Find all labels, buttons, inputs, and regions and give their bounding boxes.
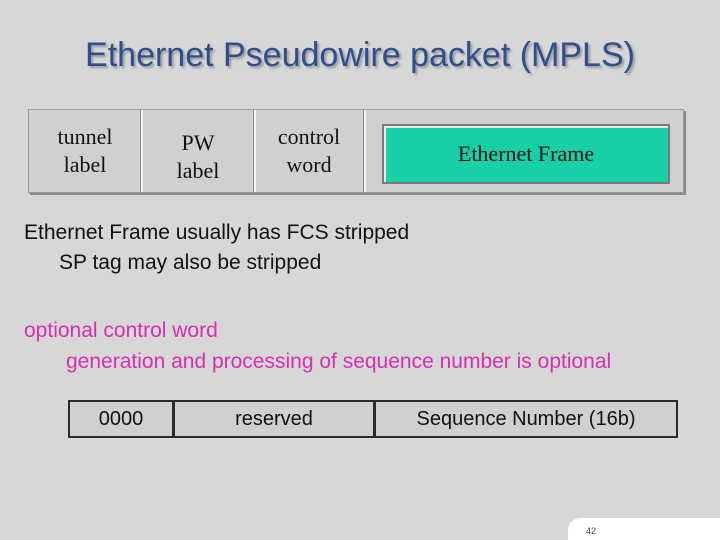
sp-tag-note: SP tag may also be stripped bbox=[59, 251, 322, 274]
optional-control-word-note: optional control word bbox=[24, 319, 218, 342]
pseudowire-packet-diagram bbox=[28, 109, 684, 193]
control-word-field: control word bbox=[277, 124, 341, 177]
ethernet-frame-field: Ethernet Frame bbox=[382, 124, 670, 184]
sequence-optional-note: generation and processing of sequence number is optional bbox=[66, 350, 612, 373]
nibble-field: 0000 bbox=[98, 407, 144, 430]
page-number-badge bbox=[568, 518, 720, 540]
control-word-diagram bbox=[68, 400, 678, 438]
page-number: 42 bbox=[586, 526, 597, 536]
tunnel-label-field: tunnel label bbox=[57, 124, 113, 177]
sequence-number-field: Sequence Number (16b) bbox=[416, 407, 636, 430]
field-separator bbox=[363, 110, 366, 192]
slide-title: Ethernet Pseudowire packet (MPLS) bbox=[85, 36, 635, 74]
pw-label-field: PW label bbox=[176, 130, 220, 183]
reserved-field: reserved bbox=[235, 407, 313, 430]
fcs-note: Ethernet Frame usually has FCS stripped bbox=[24, 221, 410, 244]
